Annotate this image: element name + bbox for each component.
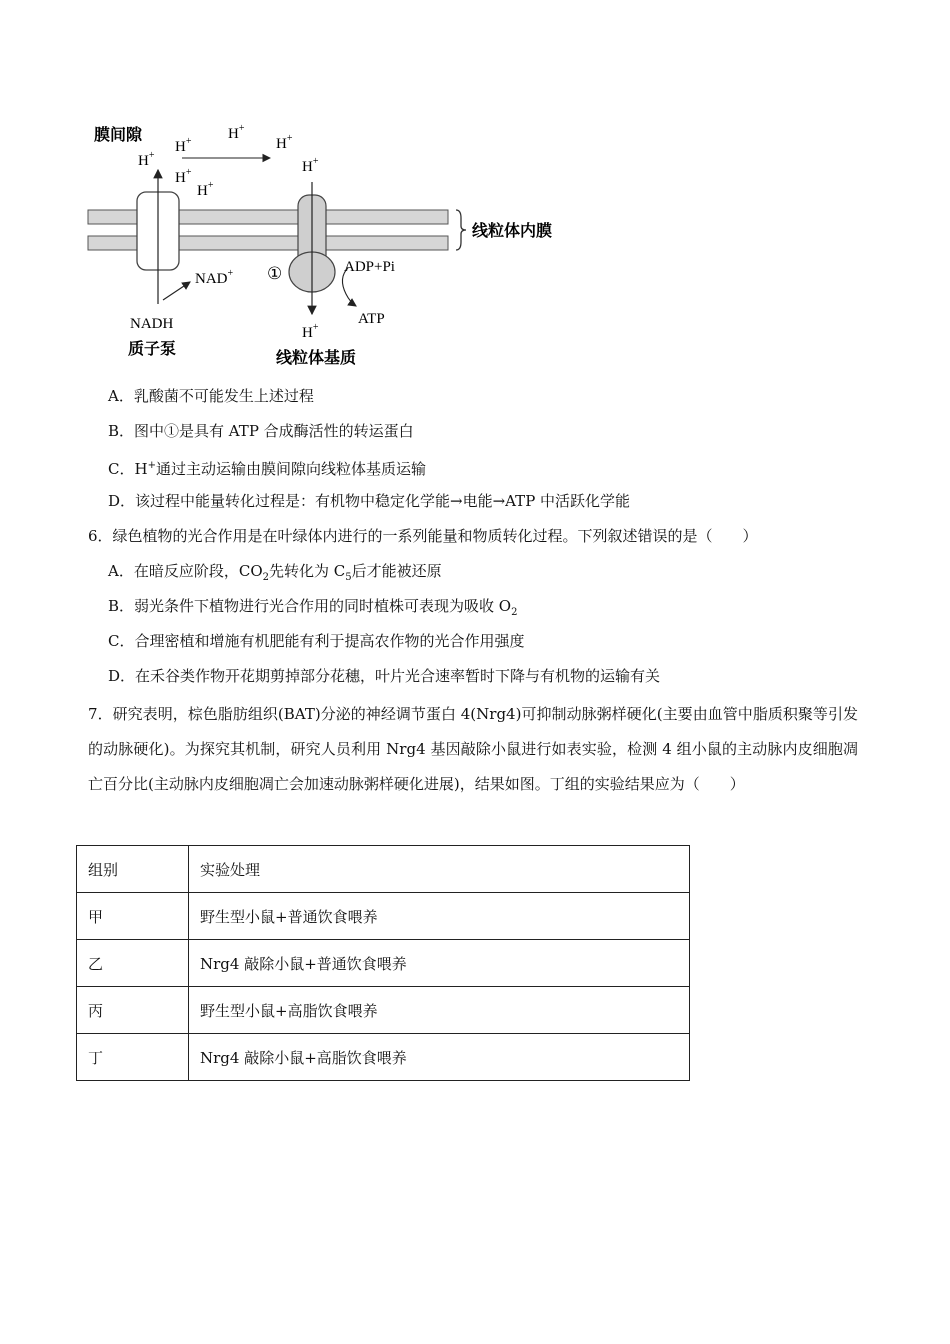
h-plus-label: H+ [175,167,192,186]
q6-option-b: B．弱光条件下植物进行光合作用的同时植株可表现为吸收 $O_2$ [108,597,518,618]
h-plus-label: H+ [302,322,319,341]
q5-option-d: D．该过程中能量转化过程是：有机物中稳定化学能→电能→ATP 中活跃化学能 [108,492,631,510]
q6-option-a: A．在暗反应阶段，$CO_2$先转化为 $C_5$后才能被还原 [108,562,442,583]
table-cell-group: 丙 [77,987,189,1034]
q7-stem: 7．研究表明，棕色脂肪组织(BAT)分泌的神经调节蛋白 4(Nrg4)可抑制动脉粥样硬化(主要由血管中脂质积聚等引发的动脉硬化)。为探究其机制，研究人员利用 Nrg4 基因敲除小鼠进行如表实验，检测 4 组小鼠的主动脉内皮细胞凋亡百分比(主动脉内皮细胞凋亡会加速动脉粥样硬化进展)，结果如图。丁组的实验结果应为（ ） [88,705,858,793]
experiment-table [76,845,690,1081]
h-plus-label: H+ [138,150,155,169]
q6-option-c: C．合理密植和增施有机肥能有利于提高农作物的光合作用强度 [108,632,525,650]
h-plus-label: H+ [197,180,214,199]
table-row [77,940,690,987]
label-proton-pump: 质子泵 [128,339,177,358]
q5-option-b: B．图中①是具有 ATP 合成酶活性的转运蛋白 [108,422,414,440]
label-circle-one: ① [267,264,283,283]
table-cell-group: 甲 [77,893,189,940]
label-atp: ATP [358,311,385,327]
table-header-row [77,846,690,893]
h-plus-label: H+ [276,133,293,152]
nad-arrow [163,282,190,300]
label-intermembrane: 膜间隙 [94,125,143,144]
membrane-brace [456,210,466,250]
table-cell-treatment: 野生型小鼠+普通饮食喂养 [189,893,690,940]
h-plus-label: H+ [228,123,245,142]
table-cell-group: 乙 [77,940,189,987]
label-nadh: NADH [130,316,174,332]
table-header-cell: 实验处理 [189,846,690,893]
h-plus-label: H+ [175,136,192,155]
table-cell-treatment: 野生型小鼠+高脂饮食喂养 [189,987,690,1034]
mitochondria-membrane-diagram [80,118,580,376]
q6-stem: 6．绿色植物的光合作用是在叶绿体内进行的一系列能量和物质转化过程。下列叙述错误的是（ ） [88,527,758,545]
table-cell-treatment: Nrg4 敲除小鼠+高脂饮食喂养 [189,1034,690,1081]
label-adp-pi: ADP+Pi [344,259,395,275]
h-plus-label: H+ [302,156,319,175]
table-cell-group: 丁 [77,1034,189,1081]
table-cell-treatment: Nrg4 敲除小鼠+普通饮食喂养 [189,940,690,987]
label-inner-membrane: 线粒体内膜 [472,221,553,240]
table-row [77,893,690,940]
label-nad: NAD+ [195,268,234,287]
q6-option-d: D．在禾谷类作物开花期剪掉部分花穗，叶片光合速率暂时下降与有机物的运输有关 [108,667,661,685]
q5-option-a: A．乳酸菌不可能发生上述过程 [108,387,314,405]
table-row [77,1034,690,1081]
table-header-cell: 组别 [77,846,189,893]
label-matrix: 线粒体基质 [276,348,357,367]
q5-option-c: C．H+通过主动运输由膜间隙向线粒体基质运输 [108,460,426,478]
table-row [77,987,690,1034]
